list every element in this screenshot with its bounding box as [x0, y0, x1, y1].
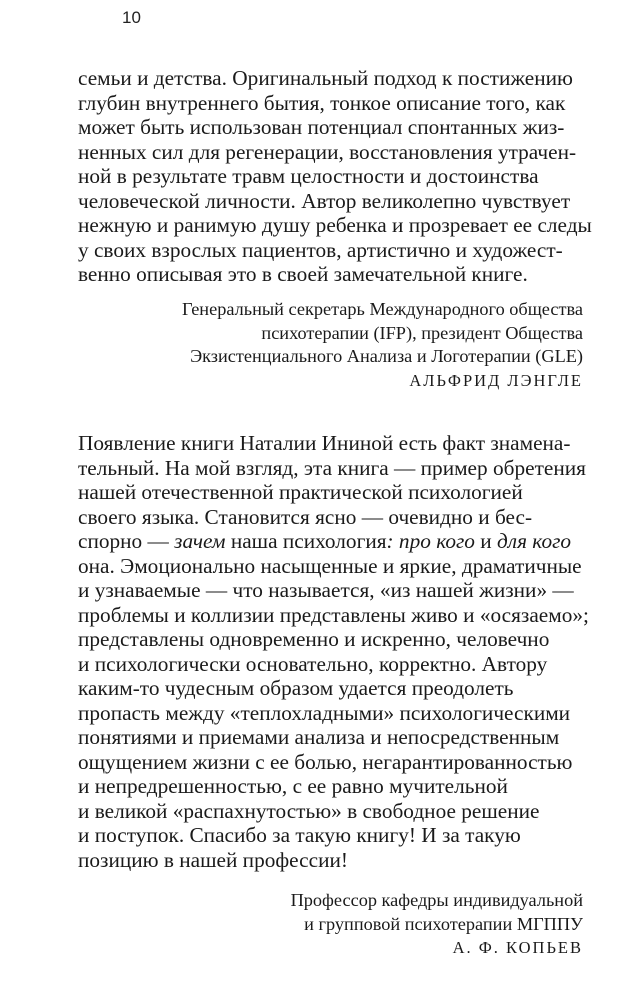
paragraph-1-line: может быть использован потенциал спонтанных жиз-: [78, 115, 565, 139]
paragraph-2-line: представлены одновременно и искренно, человечно: [78, 627, 550, 651]
attribution-1: [182, 298, 583, 392]
paragraph-2-line: каким-то чудесным образом удается преодолеть: [78, 676, 514, 700]
attribution-1-role: Экзистенциального Анализа и Логотерапии (GLE): [190, 346, 583, 366]
paragraph-1-line: ной в результате травм целостности и достоинства: [78, 164, 539, 188]
paragraph-1-line: венно описывая это в своей замечательной книге.: [78, 262, 528, 286]
paragraph-2: [78, 431, 590, 872]
attribution-1-author: АЛЬФРИД ЛЭНГЛЕ: [409, 370, 583, 390]
attribution-1-role: Генеральный секретарь Международного общества: [182, 299, 583, 319]
attribution-2-role: Профессор кафедры индивидуальной: [290, 890, 583, 910]
paragraph-2-line: [78, 529, 590, 554]
paragraph-2-line: своего языка. Становится ясно — очевидно и бес-: [78, 504, 533, 529]
paragraph-2-line: и поступок. Спасибо за такую книгу! И за такую: [78, 823, 521, 847]
paragraph-2-line: позицию в нашей профессии!: [78, 847, 348, 872]
paragraph-1-line: у своих взрослых пациентов, артистично и художест-: [78, 237, 563, 262]
paragraph-2-line: нашей отечественной практической психологией: [78, 480, 523, 504]
paragraph-2-line: и узнаваемые — что называется, «из нашей жизни» —: [78, 578, 574, 602]
attribution-2: [291, 889, 583, 960]
text-run: спорно —: [78, 529, 175, 553]
italic-text-run: зачем: [174, 529, 226, 553]
paragraph-2-line: она. Эмоционально насыщенные и яркие, драматичные: [78, 553, 582, 578]
italic-text-run: : про кого: [386, 529, 475, 553]
paragraph-1-line: человеческой личности. Автор великолепно чувствует: [78, 188, 571, 213]
paragraph-1-line: глубин внутреннего бытия, тонкое описание того, как: [78, 90, 566, 115]
paragraph-2-line: понятиями и приемами анализа и непосредственным: [78, 725, 560, 749]
attribution-1-role: психотерапии (IFP), президент Общества: [261, 322, 583, 343]
paragraph-2-line: Появление книги Наталии Ининой есть факт знамена-: [78, 431, 571, 455]
text-run: наша психология: [225, 529, 387, 553]
italic-text-run: для кого: [497, 529, 572, 553]
paragraph-2-line: проблемы и коллизии представлены живо и «осязаемо»;: [78, 602, 589, 627]
paragraph-2-line: и непредрешенностью, с ее равно мучительной: [78, 774, 508, 798]
page-number: 10: [122, 8, 141, 27]
attribution-2-author: А. Ф. КОПЬЕВ: [452, 938, 583, 957]
paragraph-1-line: нежную и ранимую душу ребенка и прозревает ее следы: [78, 213, 592, 237]
text-run: и: [474, 529, 498, 553]
paragraph-2-line: и великой «распахнутостью» в свободное решение: [78, 798, 540, 823]
paragraph-2-line: и психологически основательно, корректно. Автору: [78, 651, 548, 676]
paragraph-1-line: ненных сил для регенерации, восстановления утрачен-: [78, 139, 577, 164]
attribution-2-role: и групповой психотерапии МГППУ: [304, 913, 583, 934]
paragraph-2-line: тельный. На мой взгляд, эта книга — пример обретения: [78, 455, 586, 480]
paragraph-1: [78, 66, 590, 287]
paragraph-2-line: ощущением жизни с ее болью, негарантированностью: [78, 749, 573, 774]
paragraph-1-line: семьи и детства. Оригинальный подход к постижению: [78, 66, 573, 90]
paragraph-2-line: пропасть между «теплохладными» психологическими: [78, 700, 571, 725]
